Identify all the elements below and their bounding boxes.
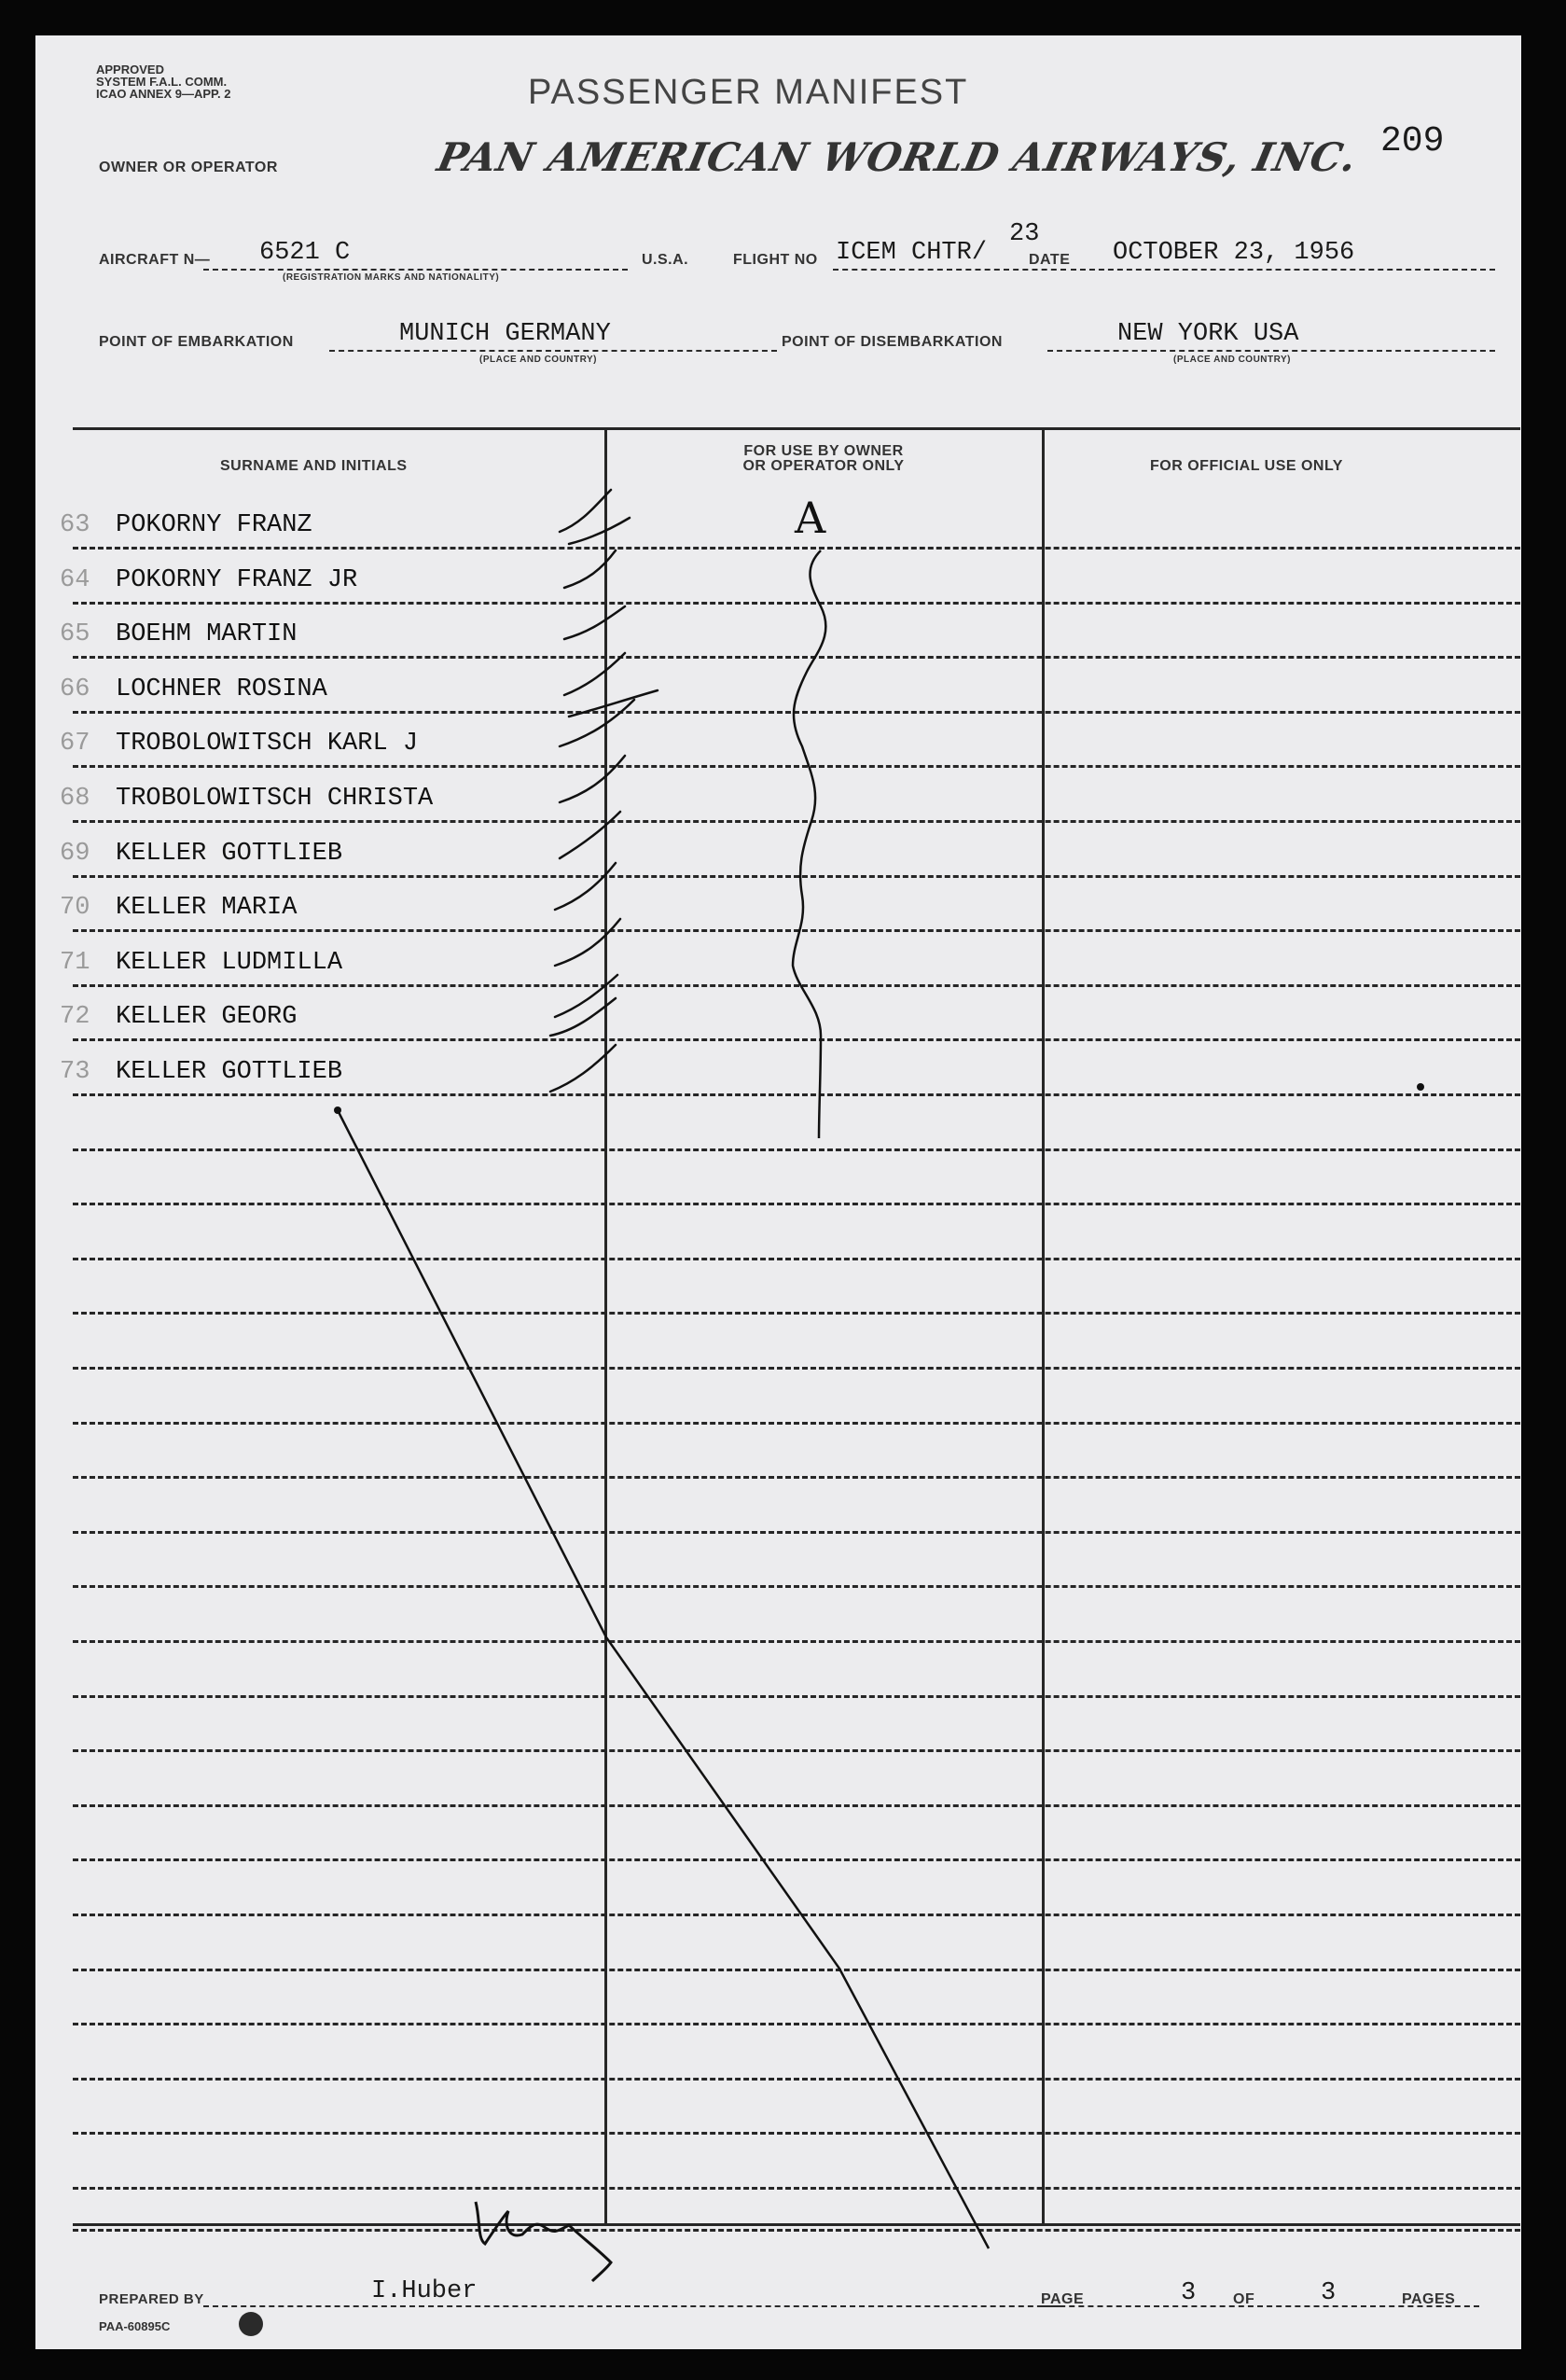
check-mark xyxy=(555,919,620,966)
prepared-label: PREPARED BY xyxy=(99,2291,204,2307)
owner-label: OWNER OR OPERATOR xyxy=(99,160,278,175)
prepared-value: I.Huber xyxy=(371,2277,478,2305)
col-header-official: FOR OFFICIAL USE ONLY xyxy=(1150,458,1343,474)
disembark-caption: (PLACE AND COUNTRY) xyxy=(1173,355,1291,365)
cancel-line xyxy=(338,1110,989,2248)
ink-dot xyxy=(1417,1083,1424,1091)
form-code: PAA-60895C xyxy=(99,2319,171,2333)
owner-mark: A xyxy=(795,493,826,543)
page-stamp: 209 xyxy=(1380,121,1445,161)
check-mark xyxy=(555,863,616,910)
passenger-name: BOEHM MARTIN xyxy=(116,620,298,649)
aircraft-registration: 6521 C xyxy=(259,239,351,267)
passenger-name: POKORNY FRANZ JR xyxy=(116,565,358,594)
page-label: PAGE xyxy=(1041,2291,1085,2307)
flight-label: FLIGHT NO xyxy=(733,252,818,268)
pages-label: PAGES xyxy=(1402,2291,1456,2307)
aircraft-label: AIRCRAFT N— xyxy=(99,252,211,268)
passenger-name: TROBOLOWITSCH KARL J xyxy=(116,730,419,759)
col-header-surname: SURNAME AND INITIALS xyxy=(220,458,408,474)
passenger-name: LOCHNER ROSINA xyxy=(116,675,327,703)
approval-line: APPROVED xyxy=(96,63,164,77)
check-mark xyxy=(564,550,616,588)
check-mark xyxy=(564,653,625,695)
check-mark xyxy=(560,490,611,532)
row-number: 71 xyxy=(60,948,90,977)
total-pages-value: 3 xyxy=(1321,2279,1337,2307)
row-number: 68 xyxy=(60,785,90,813)
check-mark xyxy=(555,975,617,1017)
passenger-name: KELLER GOTTLIEB xyxy=(116,1058,343,1086)
col-header-owner-line: FOR USE BY OWNER xyxy=(743,443,904,459)
embark-value: MUNICH GERMANY xyxy=(399,320,611,348)
passenger-name: KELLER GEORG xyxy=(116,1003,298,1032)
row-number: 72 xyxy=(60,1003,90,1032)
check-mark xyxy=(560,756,625,802)
approval-line: ICAO ANNEX 9—APP. 2 xyxy=(96,87,231,101)
cancel-line-dot xyxy=(334,1106,341,1114)
date-value: OCTOBER 23, 1956 xyxy=(1113,239,1355,267)
date-label: DATE xyxy=(1029,252,1071,268)
embark-caption: (PLACE AND COUNTRY) xyxy=(479,355,597,365)
row-number: 66 xyxy=(60,675,90,703)
passenger-name: KELLER MARIA xyxy=(116,894,298,923)
check-mark xyxy=(569,690,658,717)
registration-caption: (REGISTRATION MARKS AND NATIONALITY) xyxy=(283,272,500,283)
check-marks xyxy=(550,490,658,1092)
check-mark xyxy=(560,812,620,858)
approval-line: SYSTEM F.A.L. COMM. xyxy=(96,75,228,89)
embark-label: POINT OF EMBARKATION xyxy=(99,334,294,350)
passenger-name: TROBOLOWITSCH CHRISTA xyxy=(116,785,434,813)
page-value: 3 xyxy=(1181,2279,1197,2307)
check-mark xyxy=(564,606,625,639)
row-number: 65 xyxy=(60,620,90,649)
col-header-owner-line: OR OPERATOR ONLY xyxy=(742,458,905,474)
row-number: 64 xyxy=(60,565,90,594)
form-title: PASSENGER MANIFEST xyxy=(528,73,969,112)
check-mark xyxy=(550,998,616,1036)
passenger-name: KELLER LUDMILLA xyxy=(116,948,343,977)
check-mark xyxy=(550,1045,616,1092)
row-number: 70 xyxy=(60,894,90,923)
check-mark xyxy=(560,700,634,746)
passenger-name: POKORNY FRANZ xyxy=(116,511,312,539)
of-label: OF xyxy=(1233,2291,1255,2307)
row-number: 67 xyxy=(60,730,90,759)
passenger-name: KELLER GOTTLIEB xyxy=(116,839,343,868)
signature xyxy=(476,2202,611,2281)
ditto-squiggle xyxy=(793,550,825,1138)
row-number: 73 xyxy=(60,1058,90,1086)
disembark-label: POINT OF DISEMBARKATION xyxy=(782,334,1003,350)
usa-label: U.S.A. xyxy=(642,252,689,268)
row-number: 63 xyxy=(60,511,90,539)
disembark-value: NEW YORK USA xyxy=(1117,320,1299,348)
flight-number: 23 xyxy=(1009,220,1040,248)
row-number: 69 xyxy=(60,839,90,868)
flight-value: ICEM CHTR/ xyxy=(836,239,988,267)
operator-name: PAN AMERICAN WORLD AIRWAYS, INC. xyxy=(433,134,1362,180)
